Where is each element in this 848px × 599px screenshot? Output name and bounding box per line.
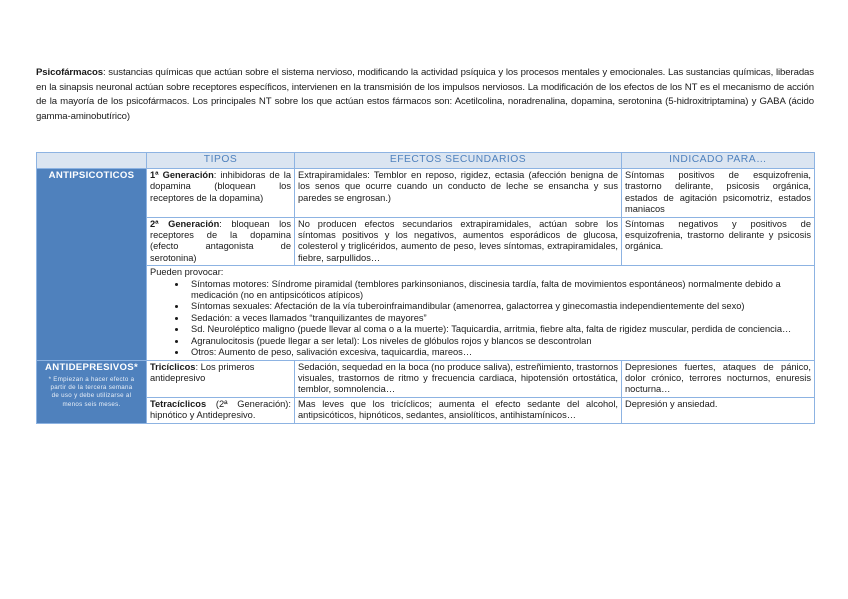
table-row (37, 266, 815, 360)
intro-text: : sustancias químicas que actúan sobre el sistema nervioso, modificando la actividad psíquica y los procesos mentales y emocionales. Las sustancias químicas, liberadas en la sinapsis neuronal actúan sobre receptores específicos, intervienen en la transmisión de los impulsos nerviosos. La modificación de los efectos de los NT es el mecanismo de acción de la mayoría de los psicofármacos. Los principales NT sobre los que actúan estos fármacos son: Acetilcolina, noradrenalina, dopamina, serotonina (5-hidroxitriptamina) y GABA (ácido gamma-aminobutírico) (36, 67, 814, 122)
list-item: • Síntomas sexuales: Afectación de la vía tuberoinfraimandibular (amenorrea, galactorrea y ginecomastia independientemente del sexo) (187, 301, 811, 312)
tipo-title: 1ª Generación (150, 170, 214, 180)
header-blank-cell (37, 153, 147, 169)
table-row (37, 169, 815, 218)
list-item: • Otros: Aumento de peso, salivación excesiva, taquicardia, mareos… (187, 347, 811, 358)
efectos-cell: Sedación, sequedad en la boca (no produce saliva), estreñimiento, trastornos visuales, trastornos de ritmo y frecuencia cardiaca, hipotensión ortostática, temblor, somnolencia… (295, 360, 622, 397)
efectos-cell: No producen efectos secundarios extrapiramidales, actúan sobre los síntomas positivos y los negativos, aumentos esporádicos de glucosa, colesterol y triglicéridos, aumento de peso, leves síntomas, extrapiramidales, fiebre, sarpullidos… (295, 217, 622, 266)
list-item: • Agranulocitosis (puede llegar a ser letal): Los niveles de glóbulos rojos y blancos se descontrolan (187, 336, 811, 347)
tipo-title: Tetracíclicos (150, 398, 207, 409)
tipo-text: : bloquean los receptores de la dopamina (efecto antagonista de serotonina) (150, 218, 291, 263)
tipo-text: : Los primeros antidepresivo (150, 361, 255, 383)
indicado-cell: Depresión y ansiedad. (622, 397, 815, 423)
intro-paragraph (36, 66, 814, 124)
group-antidepresivos (37, 360, 147, 423)
group-note: * Empiezan a hacer efecto a partir de la tercera semana de uso y debe utilizarse al menos seis meses. (48, 375, 135, 408)
tipo-title: Tricíclicos (150, 361, 196, 372)
table-row (37, 360, 815, 397)
tipo-text: : inhibidoras de la dopamina (bloquean los receptores de la dopamina) (150, 170, 291, 203)
table-row (37, 217, 815, 266)
provocar-cell (147, 266, 815, 360)
intro-term: Psicofármacos (36, 67, 103, 78)
tipo-text: (2ª Generación): hipnótico y Antidepresivo. (150, 398, 291, 421)
provocar-intro: Pueden provocar: (150, 267, 224, 278)
header-row (37, 153, 815, 169)
list-item: • Sedación: a veces llamados “tranquilizantes de mayores” (187, 313, 811, 324)
group-label: ANTIPSICOTICOS (48, 170, 135, 181)
header-tipos: TIPOS (147, 153, 295, 169)
provocar-list (150, 279, 811, 359)
psicofarmacos-table (36, 152, 815, 424)
list-item: • Síntomas motores: Síndrome piramidal (temblores parkinsonianos, discinesia tardía, falta de movimientos espontáneos) normalmente debido a medicación (no en antipsicóticos atípicos) (187, 279, 811, 302)
tipo-cell (147, 360, 295, 397)
header-efectos: EFECTOS SECUNDARIOS (295, 153, 622, 169)
indicado-cell: Síntomas negativos y positivos de esquizofrenia, trastorno delirante y psicosis orgánica. (622, 217, 815, 266)
indicado-cell: Síntomas positivos de esquizofrenia, trastorno delirante, psicosis orgánica, estados de agitación psicomotriz, estados maniacos (622, 169, 815, 218)
efectos-cell: Extrapiramidales: Temblor en reposo, rigidez, ectasia (afección benigna de los senos que ocurre cuando un conducto de leche se ensancha y sus paredes se engrosan.) (295, 169, 622, 218)
group-antipsicoticos (37, 169, 147, 361)
tipo-cell (147, 169, 295, 218)
tipo-cell (147, 397, 295, 423)
indicado-cell: Depresiones fuertes, ataques de pánico, dolor crónico, terrores nocturnos, enuresis nocturna… (622, 360, 815, 397)
tipo-cell (147, 217, 295, 266)
list-item: • Sd. Neuroléptico maligno (puede llevar al coma o a la muerte): Taquicardia, arritmia, fiebre alta, falta de rigidez muscular, perdida de conciencia… (187, 324, 811, 335)
tipo-title: 2ª Generación (150, 218, 220, 229)
efectos-cell: Mas leves que los tricíclicos; aumenta el efecto sedante del alcohol, antipsicóticos, hipnóticos, sedantes, ansiolíticos, antihistamínicos… (295, 397, 622, 423)
group-label: ANTIDEPRESIVOS* (45, 361, 138, 373)
table-row (37, 397, 815, 423)
header-indicado: INDICADO PARA… (622, 153, 815, 169)
